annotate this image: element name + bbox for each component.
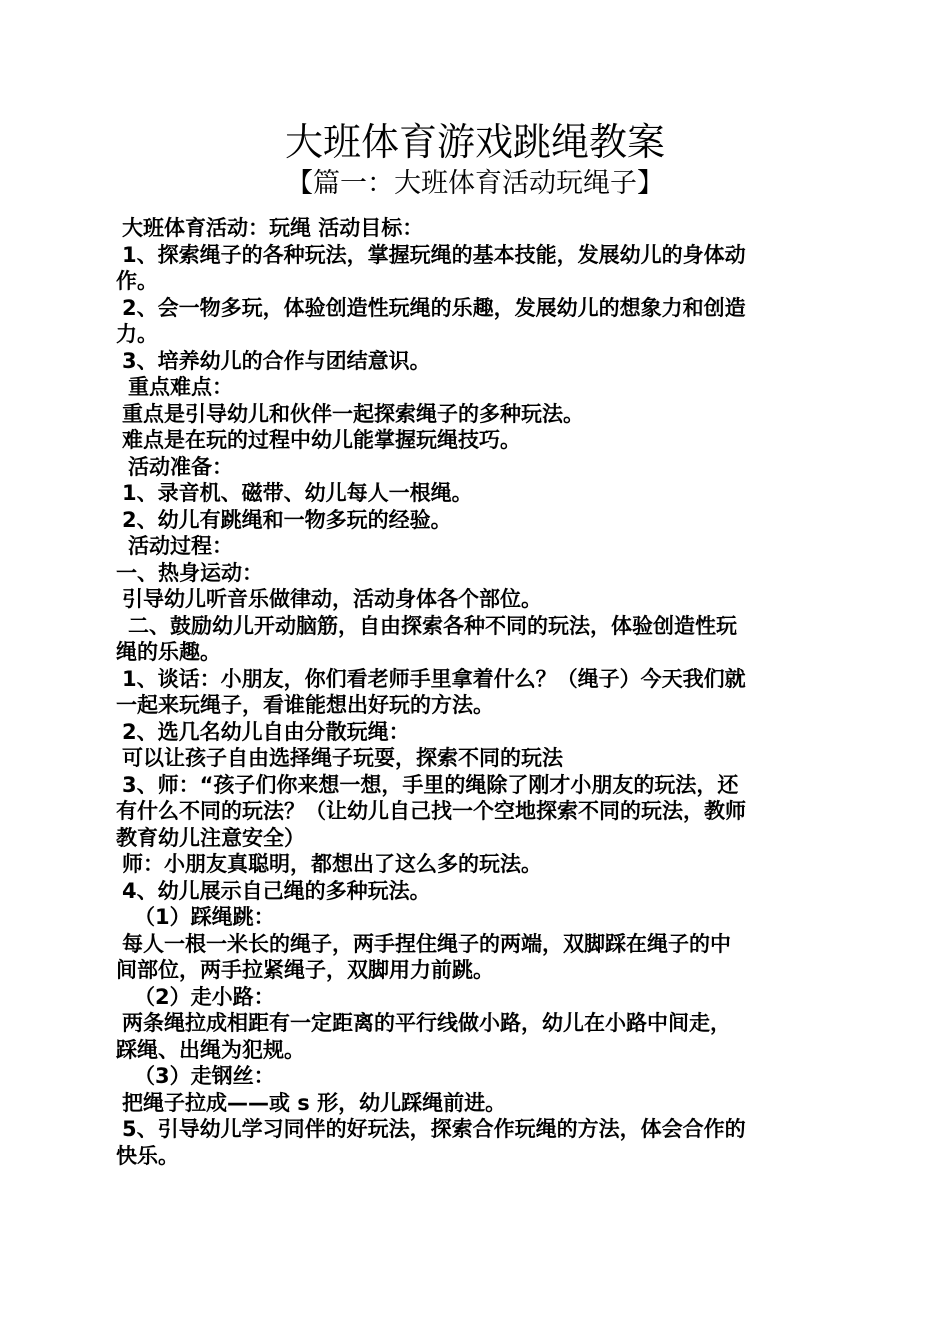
text-line: 间部位，两手拉紧绳子，双脚用力前跳。: [116, 958, 494, 982]
text-line: 大班体育活动：玩绳 活动目标：: [122, 216, 424, 240]
text-line: 难点是在玩的过程中幼儿能掌握玩绳技巧。: [122, 428, 521, 452]
text-line: 可以让孩子自由选择绳子玩耍，探索不同的玩法: [122, 746, 563, 770]
document-title: 大班体育游戏跳绳教案: [284, 120, 665, 164]
text-line: 5、引导幼儿学习同伴的好玩法，探索合作玩绳的方法，体会合作的: [122, 1117, 746, 1141]
text-line: 有什么不同的玩法？（让幼儿自己找一个空地探索不同的玩法，教师: [116, 799, 746, 823]
text-line: 把绳子拉成——或 s 形，幼儿踩绳前进。: [122, 1090, 507, 1115]
text-line: （3）走钢丝：: [134, 1064, 275, 1088]
text-line: （1）踩绳跳：: [134, 905, 275, 929]
text-line: 两条绳拉成相距有一定距离的平行线做小路，幼儿在小路中间走，: [122, 1011, 731, 1035]
text-line: 3、培养幼儿的合作与团结意识。: [122, 348, 431, 373]
text-line: 作。: [116, 269, 158, 293]
text-line: 引导幼儿听音乐做律动，活动身体各个部位。: [122, 587, 542, 611]
text-line: 重点是引导幼儿和伙伴一起探索绳子的多种玩法。: [122, 401, 584, 426]
text-line: 活动准备：: [128, 454, 233, 479]
text-line: 一、热身运动：: [116, 560, 263, 585]
text-line: （2）走小路：: [134, 984, 275, 1009]
text-line: 绳的乐趣。: [116, 640, 221, 664]
text-line: 每人一根一米长的绳子，两手捏住绳子的两端，双脚踩在绳子的中: [122, 931, 731, 956]
text-line: 快乐。: [116, 1143, 179, 1168]
text-line: 3、师：“孩子们你来想一想，手里的绳除了刚才小朋友的玩法，还: [122, 772, 739, 797]
text-line: 1、谈话：小朋友，你们看老师手里拿着什么？（绳子）今天我们就: [122, 666, 746, 691]
text-line: 4、幼儿展示自己绳的多种玩法。: [122, 878, 431, 903]
text-line: 踩绳、出绳为犯规。: [116, 1037, 305, 1062]
document-subtitle: 【篇一：大班体育活动玩绳子】: [286, 168, 664, 199]
text-line: 2、幼儿有跳绳和一物多玩的经验。: [122, 507, 452, 532]
text-line: 力。: [116, 322, 158, 346]
document-body: [116, 215, 836, 1169]
text-line: 1、探索绳子的各种玩法，掌握玩绳的基本技能，发展幼儿的身体动: [122, 242, 746, 267]
text-line: 1、录音机、磁带、幼儿每人一根绳。: [122, 481, 473, 505]
text-line: 一起来玩绳子，看谁能想出好玩的方法。: [116, 693, 494, 717]
text-line: 2、选几名幼儿自由分散玩绳：: [122, 719, 410, 744]
text-line: 2、会一物多玩，体验创造性玩绳的乐趣，发展幼儿的想象力和创造: [122, 295, 746, 320]
text-line: 师：小朋友真聪明，都想出了这么多的玩法。: [122, 852, 542, 876]
text-line: 二、鼓励幼儿开动脑筋，自由探索各种不同的玩法，体验创造性玩: [128, 613, 737, 638]
text-line: 重点难点：: [128, 375, 233, 399]
text-line: 活动过程：: [128, 534, 233, 558]
text-line: 教育幼儿注意安全）: [116, 825, 305, 850]
